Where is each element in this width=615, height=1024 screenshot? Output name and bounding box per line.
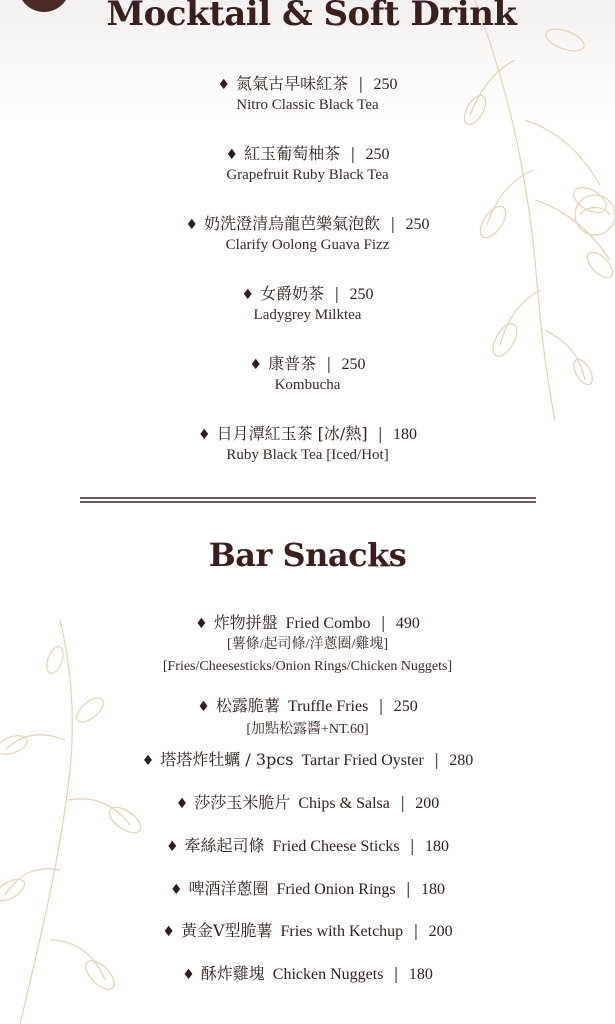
item-name-zh: 氮氣古早味紅茶	[236, 74, 349, 93]
section-title-mocktail: Mocktail & Soft Drink	[106, 0, 517, 34]
item-price: 250	[393, 698, 418, 715]
diamond-bullet-icon: ♦	[162, 924, 175, 940]
item-name-zh: 牽絲起司條	[184, 836, 265, 855]
section-divider	[80, 497, 536, 503]
menu-item: ♦ 日月潭紅玉茶 [冰/熱] | 180 Ruby Black Tea [Iced/Hot]	[0, 424, 615, 465]
item-name-zh: 炸物拼盤	[213, 613, 278, 632]
diamond-bullet-icon: ♦	[241, 287, 255, 303]
diamond-bullet-icon: ♦	[225, 147, 239, 163]
diamond-bullet-icon: ♦	[182, 967, 195, 983]
item-name-en: Kombucha	[274, 377, 341, 393]
section-title-snacks: Bar Snacks	[208, 536, 407, 574]
item-name-zh: 莎莎玉米脆片	[194, 793, 291, 812]
item-price: 180	[425, 838, 450, 855]
menu-item: ♦ 牽絲起司條 Fried Cheese Sticks | 180	[165, 836, 450, 855]
item-price: 200	[428, 923, 453, 940]
diamond-bullet-icon: ♦	[217, 77, 231, 93]
item-name-zh: 啤酒洋蔥圈	[188, 879, 269, 898]
menu-item: ♦ 黃金V型脆薯 Fries with Ketchup | 200	[162, 921, 453, 940]
item-name-en: Grapefruit Ruby Black Tea	[226, 167, 389, 183]
item-price: 180	[392, 426, 417, 443]
menu-item: ♦ 啤酒洋蔥圈 Fried Onion Rings | 180	[169, 879, 446, 898]
diamond-bullet-icon: ♦	[141, 753, 155, 769]
item-name-zh: 松露脆薯	[215, 696, 280, 715]
menu-item: ♦ 塔塔炸牡蠣 / 3pcs Tartar Fried Oyster | 280	[141, 750, 474, 769]
menu-item: ♦ 奶洗澄清烏龍芭樂氣泡飲 | 250 Clarify Oolong Guava Fizz	[0, 214, 615, 255]
item-name-en: Ladygrey Milktea	[253, 307, 362, 323]
diamond-bullet-icon: ♦	[175, 796, 189, 812]
diamond-bullet-icon: ♦	[249, 357, 263, 373]
item-note: [Fries/Cheesesticks/Onion Rings/Chicken Nuggets]	[162, 659, 453, 674]
item-name-en: Ruby Black Tea [Iced/Hot]	[226, 447, 389, 463]
item-price: 200	[415, 795, 440, 812]
menu-item: ♦ 酥炸雞塊 Chicken Nuggets | 180	[182, 964, 433, 983]
menu-item: ♦ 炸物拼盤 Fried Combo | 490	[195, 613, 420, 632]
item-price: 250	[405, 216, 430, 233]
item-name-zh: 塔塔炸牡蠣 / 3pcs	[160, 750, 294, 769]
item-name-zh: 酥炸雞塊	[200, 964, 265, 983]
menu-item: ♦ 女爵奶茶 | 250 Ladygrey Milktea	[0, 284, 615, 325]
menu-item: ♦ 康普茶 | 250 Kombucha	[0, 354, 615, 395]
item-name-en: Truffle Fries	[287, 698, 369, 715]
diamond-bullet-icon: ♦	[195, 616, 208, 632]
diamond-bullet-icon: ♦	[185, 217, 199, 233]
item-name-en: Chips & Salsa	[298, 795, 390, 812]
item-name-en: Clarify Oolong Guava Fizz	[225, 237, 390, 253]
menu-item: ♦ 松露脆薯 Truffle Fries | 250	[197, 696, 418, 715]
item-name-en: Tartar Fried Oyster	[301, 752, 424, 769]
item-note: [加點松露醬+NT.60]	[246, 722, 369, 737]
menu-item: ♦ 莎莎玉米脆片 Chips & Salsa | 200	[175, 793, 440, 812]
item-price: 250	[349, 286, 374, 303]
item-name-zh: 黃金V型脆薯	[180, 921, 273, 940]
item-name-zh: 紅玉葡萄柚茶	[244, 144, 341, 163]
diamond-bullet-icon: ♦	[198, 427, 211, 443]
item-name-zh: 女爵奶茶	[260, 284, 325, 303]
item-name-en: Fried Combo	[285, 615, 371, 632]
diamond-bullet-icon: ♦	[169, 882, 183, 898]
item-price: 180	[421, 881, 446, 898]
item-name-en: Fries with Ketchup	[280, 923, 404, 940]
item-name-zh: 日月潭紅玉茶 [冰/熱]	[216, 424, 368, 443]
item-name-en: Fried Cheese Sticks	[272, 838, 400, 855]
item-name-zh: 康普茶	[268, 354, 317, 373]
item-price: 180	[408, 966, 433, 983]
menu-item: ♦ 紅玉葡萄柚茶 | 250 Grapefruit Ruby Black Tea	[0, 144, 615, 185]
item-name-en: Fried Onion Rings	[276, 881, 396, 898]
item-name-en: Chicken Nuggets	[272, 966, 384, 983]
item-name-en: Nitro Classic Black Tea	[236, 97, 379, 113]
item-name-zh: 奶洗澄清烏龍芭樂氣泡飲	[204, 214, 381, 233]
item-price: 490	[395, 615, 420, 632]
item-price: 280	[449, 752, 474, 769]
menu-item: ♦ 氮氣古早味紅茶 | 250 Nitro Classic Black Tea	[0, 74, 615, 115]
item-note: [薯條/起司條/洋蔥圈/雞塊]	[227, 637, 388, 652]
item-price: 250	[373, 76, 398, 93]
diamond-bullet-icon: ♦	[197, 699, 210, 715]
item-price: 250	[365, 146, 390, 163]
item-price: 250	[341, 356, 366, 373]
diamond-bullet-icon: ♦	[165, 839, 179, 855]
